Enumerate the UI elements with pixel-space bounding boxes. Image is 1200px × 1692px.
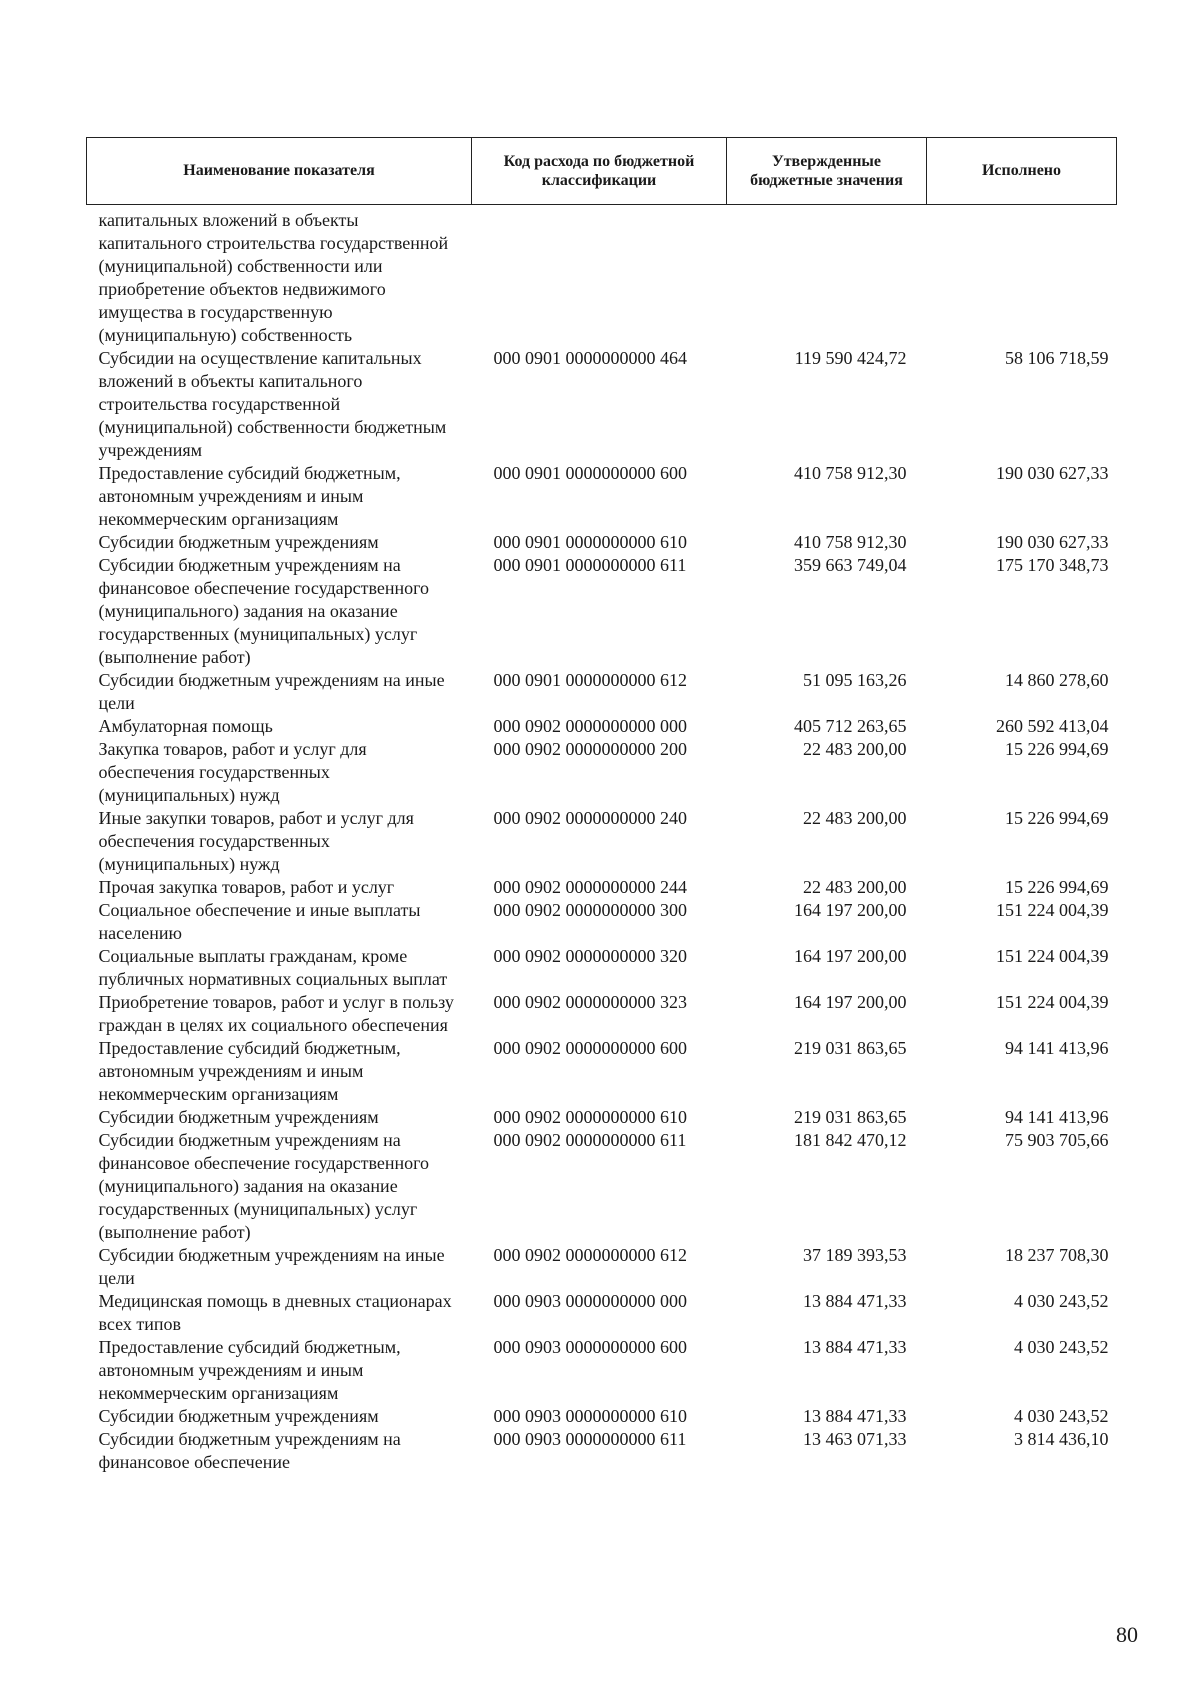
table-row <box>87 347 1117 462</box>
row-name-cell: Субсидии бюджетным учреждениям на финансовое обеспечение <box>98 1429 401 1472</box>
table-row <box>87 1428 1117 1474</box>
row-approved-cell: 13 884 471,33 <box>803 1406 907 1426</box>
row-name-cell: Субсидии бюджетным учреждениям <box>98 532 379 552</box>
row-code-cell <box>472 205 727 348</box>
table-row <box>87 738 1117 807</box>
row-executed-cell: 14 860 278,60 <box>1005 670 1109 690</box>
row-executed-cell <box>927 205 1117 348</box>
table-row <box>87 715 1117 738</box>
table-row <box>87 531 1117 554</box>
row-code-cell: 000 0902 0000000000 000 <box>493 716 687 736</box>
row-executed-cell: 15 226 994,69 <box>1005 808 1109 828</box>
row-approved-cell: 119 590 424,72 <box>794 348 907 368</box>
table-row <box>87 807 1117 876</box>
row-approved-cell: 22 483 200,00 <box>803 877 907 897</box>
row-name-cell: Субсидии бюджетным учреждениям на иные цели <box>98 670 445 713</box>
table-row <box>87 945 1117 991</box>
row-code-cell: 000 0902 0000000000 244 <box>493 877 687 897</box>
row-executed-cell: 4 030 243,52 <box>1014 1291 1109 1311</box>
row-approved-cell: 164 197 200,00 <box>794 946 907 966</box>
table-row <box>87 1244 1117 1290</box>
table-body <box>87 205 1117 1475</box>
table-row <box>87 1037 1117 1106</box>
row-code-cell: 000 0902 0000000000 300 <box>493 900 687 920</box>
row-code-cell: 000 0902 0000000000 611 <box>493 1130 687 1150</box>
row-code-cell: 000 0902 0000000000 600 <box>493 1038 687 1058</box>
row-executed-cell: 151 224 004,39 <box>996 900 1109 920</box>
row-executed-cell: 151 224 004,39 <box>996 946 1109 966</box>
row-approved-cell: 410 758 912,30 <box>794 532 907 552</box>
page-number: 80 <box>1116 1622 1138 1647</box>
row-name-cell: Субсидии на осуществление капитальных вложений в объекты капитального строительства государственной (муниципальной) собственности бюджетным учреждениям <box>98 348 447 460</box>
row-code-cell: 000 0901 0000000000 464 <box>493 348 687 368</box>
row-code-cell: 000 0902 0000000000 200 <box>493 739 687 759</box>
table-row <box>87 991 1117 1037</box>
row-name-cell: Предоставление субсидий бюджетным, автономным учреждениям и иным некоммерческим организациям <box>98 1337 401 1403</box>
row-executed-cell: 4 030 243,52 <box>1014 1337 1109 1357</box>
row-code-cell: 000 0903 0000000000 610 <box>493 1406 687 1426</box>
row-approved-cell: 219 031 863,65 <box>794 1038 907 1058</box>
row-name-cell: Медицинская помощь в дневных стационарах всех типов <box>98 1291 452 1334</box>
row-name-cell: Предоставление субсидий бюджетным, автономным учреждениям и иным некоммерческим организациям <box>98 463 401 529</box>
table-row <box>87 1336 1117 1405</box>
header-code: Код расхода по бюджетной классификации <box>472 138 727 205</box>
row-executed-cell: 175 170 348,73 <box>996 555 1109 575</box>
row-name-cell: Приобретение товаров, работ и услуг в пользу граждан в целях их социального обеспечения <box>98 992 454 1035</box>
row-approved-cell: 22 483 200,00 <box>803 739 907 759</box>
row-code-cell: 000 0902 0000000000 610 <box>493 1107 687 1127</box>
row-approved-cell: 37 189 393,53 <box>803 1245 907 1265</box>
table-row <box>87 554 1117 669</box>
row-approved-cell: 219 031 863,65 <box>794 1107 907 1127</box>
row-executed-cell: 75 903 705,66 <box>1005 1130 1109 1150</box>
row-name-cell: Социальные выплаты гражданам, кроме публичных нормативных социальных выплат <box>98 946 448 989</box>
budget-table <box>86 137 1117 1474</box>
row-executed-cell: 151 224 004,39 <box>996 992 1109 1012</box>
table-row <box>87 669 1117 715</box>
row-approved-cell: 164 197 200,00 <box>794 900 907 920</box>
table-row <box>87 1129 1117 1244</box>
header-executed: Исполнено <box>927 138 1117 205</box>
row-name-cell: Амбулаторная помощь <box>98 716 273 736</box>
table-header-row <box>87 138 1117 205</box>
row-name-cell: Предоставление субсидий бюджетным, автономным учреждениям и иным некоммерческим организациям <box>98 1038 401 1104</box>
row-code-cell: 000 0901 0000000000 612 <box>493 670 687 690</box>
row-approved-cell: 22 483 200,00 <box>803 808 907 828</box>
row-code-cell: 000 0902 0000000000 240 <box>493 808 687 828</box>
row-executed-cell: 15 226 994,69 <box>1005 739 1109 759</box>
row-executed-cell: 18 237 708,30 <box>1005 1245 1109 1265</box>
row-executed-cell: 15 226 994,69 <box>1005 877 1109 897</box>
row-approved-cell: 13 463 071,33 <box>803 1429 907 1449</box>
table-row <box>87 462 1117 531</box>
row-executed-cell: 190 030 627,33 <box>996 532 1109 552</box>
row-approved-cell: 410 758 912,30 <box>794 463 907 483</box>
row-approved-cell: 13 884 471,33 <box>803 1291 907 1311</box>
row-name-cell: Закупка товаров, работ и услуг для обеспечения государственных (муниципальных) нужд <box>98 739 367 805</box>
table-row <box>87 1106 1117 1129</box>
row-name-cell: капитальных вложений в объекты капитального строительства государственной (муниципальной) собственности или приобретение объектов недвижимого имущества в государственную (муниципальную) собственность <box>98 210 449 345</box>
row-code-cell: 000 0902 0000000000 320 <box>493 946 687 966</box>
row-name-cell: Иные закупки товаров, работ и услуг для обеспечения государственных (муниципальных) нужд <box>98 808 414 874</box>
row-name-cell: Социальное обеспечение и иные выплаты населению <box>98 900 421 943</box>
row-name-cell: Прочая закупка товаров, работ и услуг <box>98 877 395 897</box>
row-approved-cell: 51 095 163,26 <box>803 670 907 690</box>
row-executed-cell: 260 592 413,04 <box>996 716 1109 736</box>
table-row <box>87 876 1117 899</box>
row-name-cell: Субсидии бюджетным учреждениям на финансовое обеспечение государственного (муниципального) задания на оказание государственных (муниципальных) услуг (выполнение работ) <box>98 555 430 667</box>
row-code-cell: 000 0901 0000000000 611 <box>493 555 687 575</box>
row-code-cell: 000 0902 0000000000 612 <box>493 1245 687 1265</box>
row-name-cell: Субсидии бюджетным учреждениям на иные цели <box>98 1245 445 1288</box>
row-name-cell: Субсидии бюджетным учреждениям на финансовое обеспечение государственного (муниципального) задания на оказание государственных (муниципальных) услуг (выполнение работ) <box>98 1130 430 1242</box>
row-approved-cell: 359 663 749,04 <box>794 555 907 575</box>
row-code-cell: 000 0903 0000000000 600 <box>493 1337 687 1357</box>
row-approved-cell: 164 197 200,00 <box>794 992 907 1012</box>
table-row <box>87 1405 1117 1428</box>
row-code-cell: 000 0902 0000000000 323 <box>493 992 687 1012</box>
row-code-cell: 000 0901 0000000000 610 <box>493 532 687 552</box>
row-approved-cell: 181 842 470,12 <box>794 1130 907 1150</box>
header-approved: Утвержденные бюджетные значения <box>727 138 927 205</box>
row-executed-cell: 190 030 627,33 <box>996 463 1109 483</box>
row-code-cell: 000 0903 0000000000 000 <box>493 1291 687 1311</box>
row-executed-cell: 94 141 413,96 <box>1005 1107 1109 1127</box>
table-row <box>87 899 1117 945</box>
header-name: Наименование показателя <box>87 138 472 205</box>
row-code-cell: 000 0903 0000000000 611 <box>493 1429 687 1449</box>
row-approved-cell <box>727 205 927 348</box>
row-name-cell: Субсидии бюджетным учреждениям <box>98 1107 379 1127</box>
row-executed-cell: 4 030 243,52 <box>1014 1406 1109 1426</box>
row-approved-cell: 13 884 471,33 <box>803 1337 907 1357</box>
table-row <box>87 205 1117 348</box>
table-row <box>87 1290 1117 1336</box>
row-executed-cell: 3 814 436,10 <box>1014 1429 1109 1449</box>
row-code-cell: 000 0901 0000000000 600 <box>493 463 687 483</box>
row-name-cell: Субсидии бюджетным учреждениям <box>98 1406 379 1426</box>
row-approved-cell: 405 712 263,65 <box>794 716 907 736</box>
row-executed-cell: 58 106 718,59 <box>1005 348 1109 368</box>
row-executed-cell: 94 141 413,96 <box>1005 1038 1109 1058</box>
